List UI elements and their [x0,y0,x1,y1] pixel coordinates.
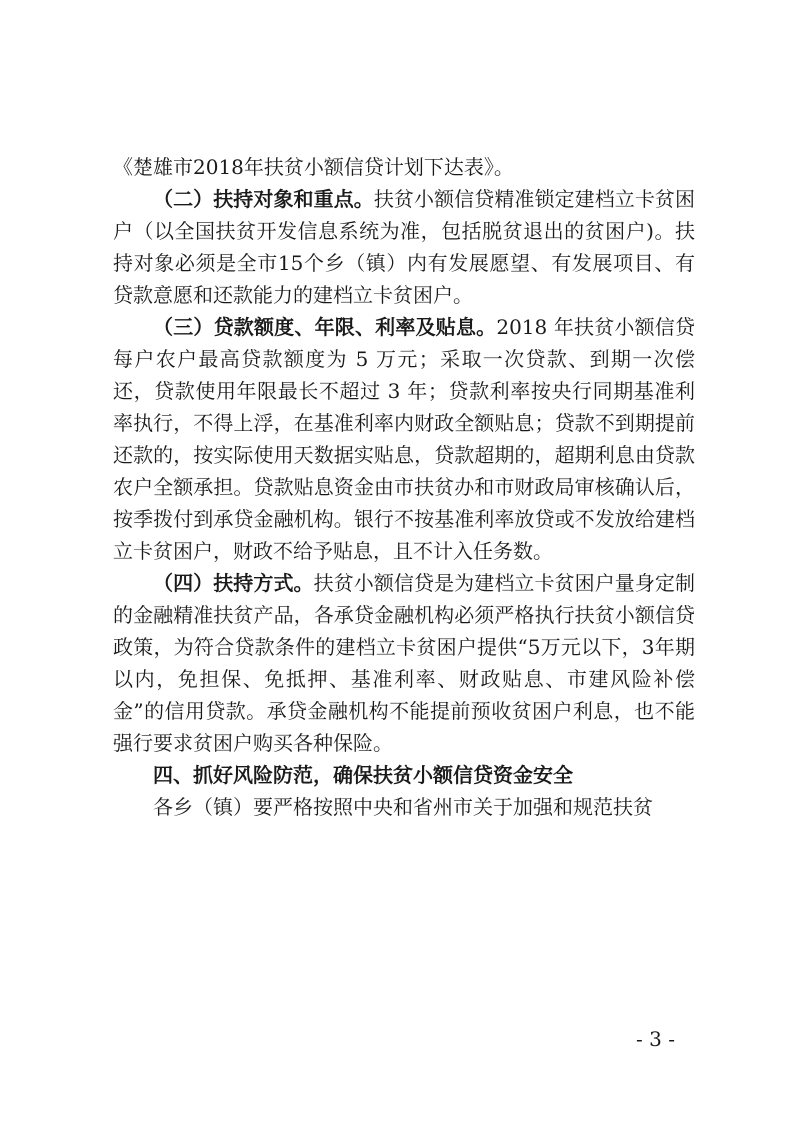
paragraph-support-targets [113,183,695,311]
paragraph-risk-prevention [113,791,695,823]
paragraph-table-reference [113,151,695,183]
paragraph-support-method [113,567,695,759]
paragraph-text: 2018 年扶贫小额信贷每户农户最高贷款额度为 5 万元；采取一次贷款、到期一次偿还，贷款使用年限最长不超过 3 年；贷款利率按央行同期基准利率执行，不得上浮，在基准利率内财政全额贴息；贷款不到期提前还款的，按实际使用天数据实贴息，贷款超期的，超期利息由贷款农户全额承担。贷款贴息资金由市扶贫办和市财政局审核确认后，按季拨付到承贷金融机构。银行不按基准利率放贷或不发放给建档立卡贫困户，财政不给予贴息，且不计入任务数。 [113,315,695,563]
paragraph-loan-terms [113,311,695,567]
paragraph-text: 扶贫小额信贷精准锁定建档立卡贫困户（以全国扶贫开发信息系统为准，包括脱贫退出的贫困户)。扶持对象必须是全市15个乡（镇）内有发展愿望、有发展项目、有贷款意愿和还款能力的建档立卡贫困户。 [113,187,696,307]
section-lead-four: （四）扶持方式。 [153,571,314,595]
section-lead-three: （三）贷款额度、年限、利率及贴息。 [153,315,497,339]
paragraph-text: 《楚雄市2018年扶贫小额信贷计划下达表》。 [113,155,514,179]
paragraph-text: 扶贫小额信贷是为建档立卡贫困户量身定制的金融精准扶贫产品，各承贷金融机构必须严格执行扶贫小额信贷政策，为符合贷款条件的建档立卡贫困户提供“5万元以下，3年期以内，免担保、免抵押、基准利率、财政贴息、市建风险补偿金”的信用贷款。承贷金融机构不能提前预收贫困户利息，也不能强行要求贫困户购买各种保险。 [113,571,696,755]
section-lead-two: （二）扶持对象和重点。 [153,187,374,211]
paragraph-text: 各乡（镇）要严格按照中央和省州市关于加强和规范扶贫 [153,795,653,819]
section-heading: 四、抓好风险防范，确保扶贫小额信贷资金安全 [153,763,573,787]
page-number: - 3 - [636,1027,675,1051]
document-body [113,151,695,823]
